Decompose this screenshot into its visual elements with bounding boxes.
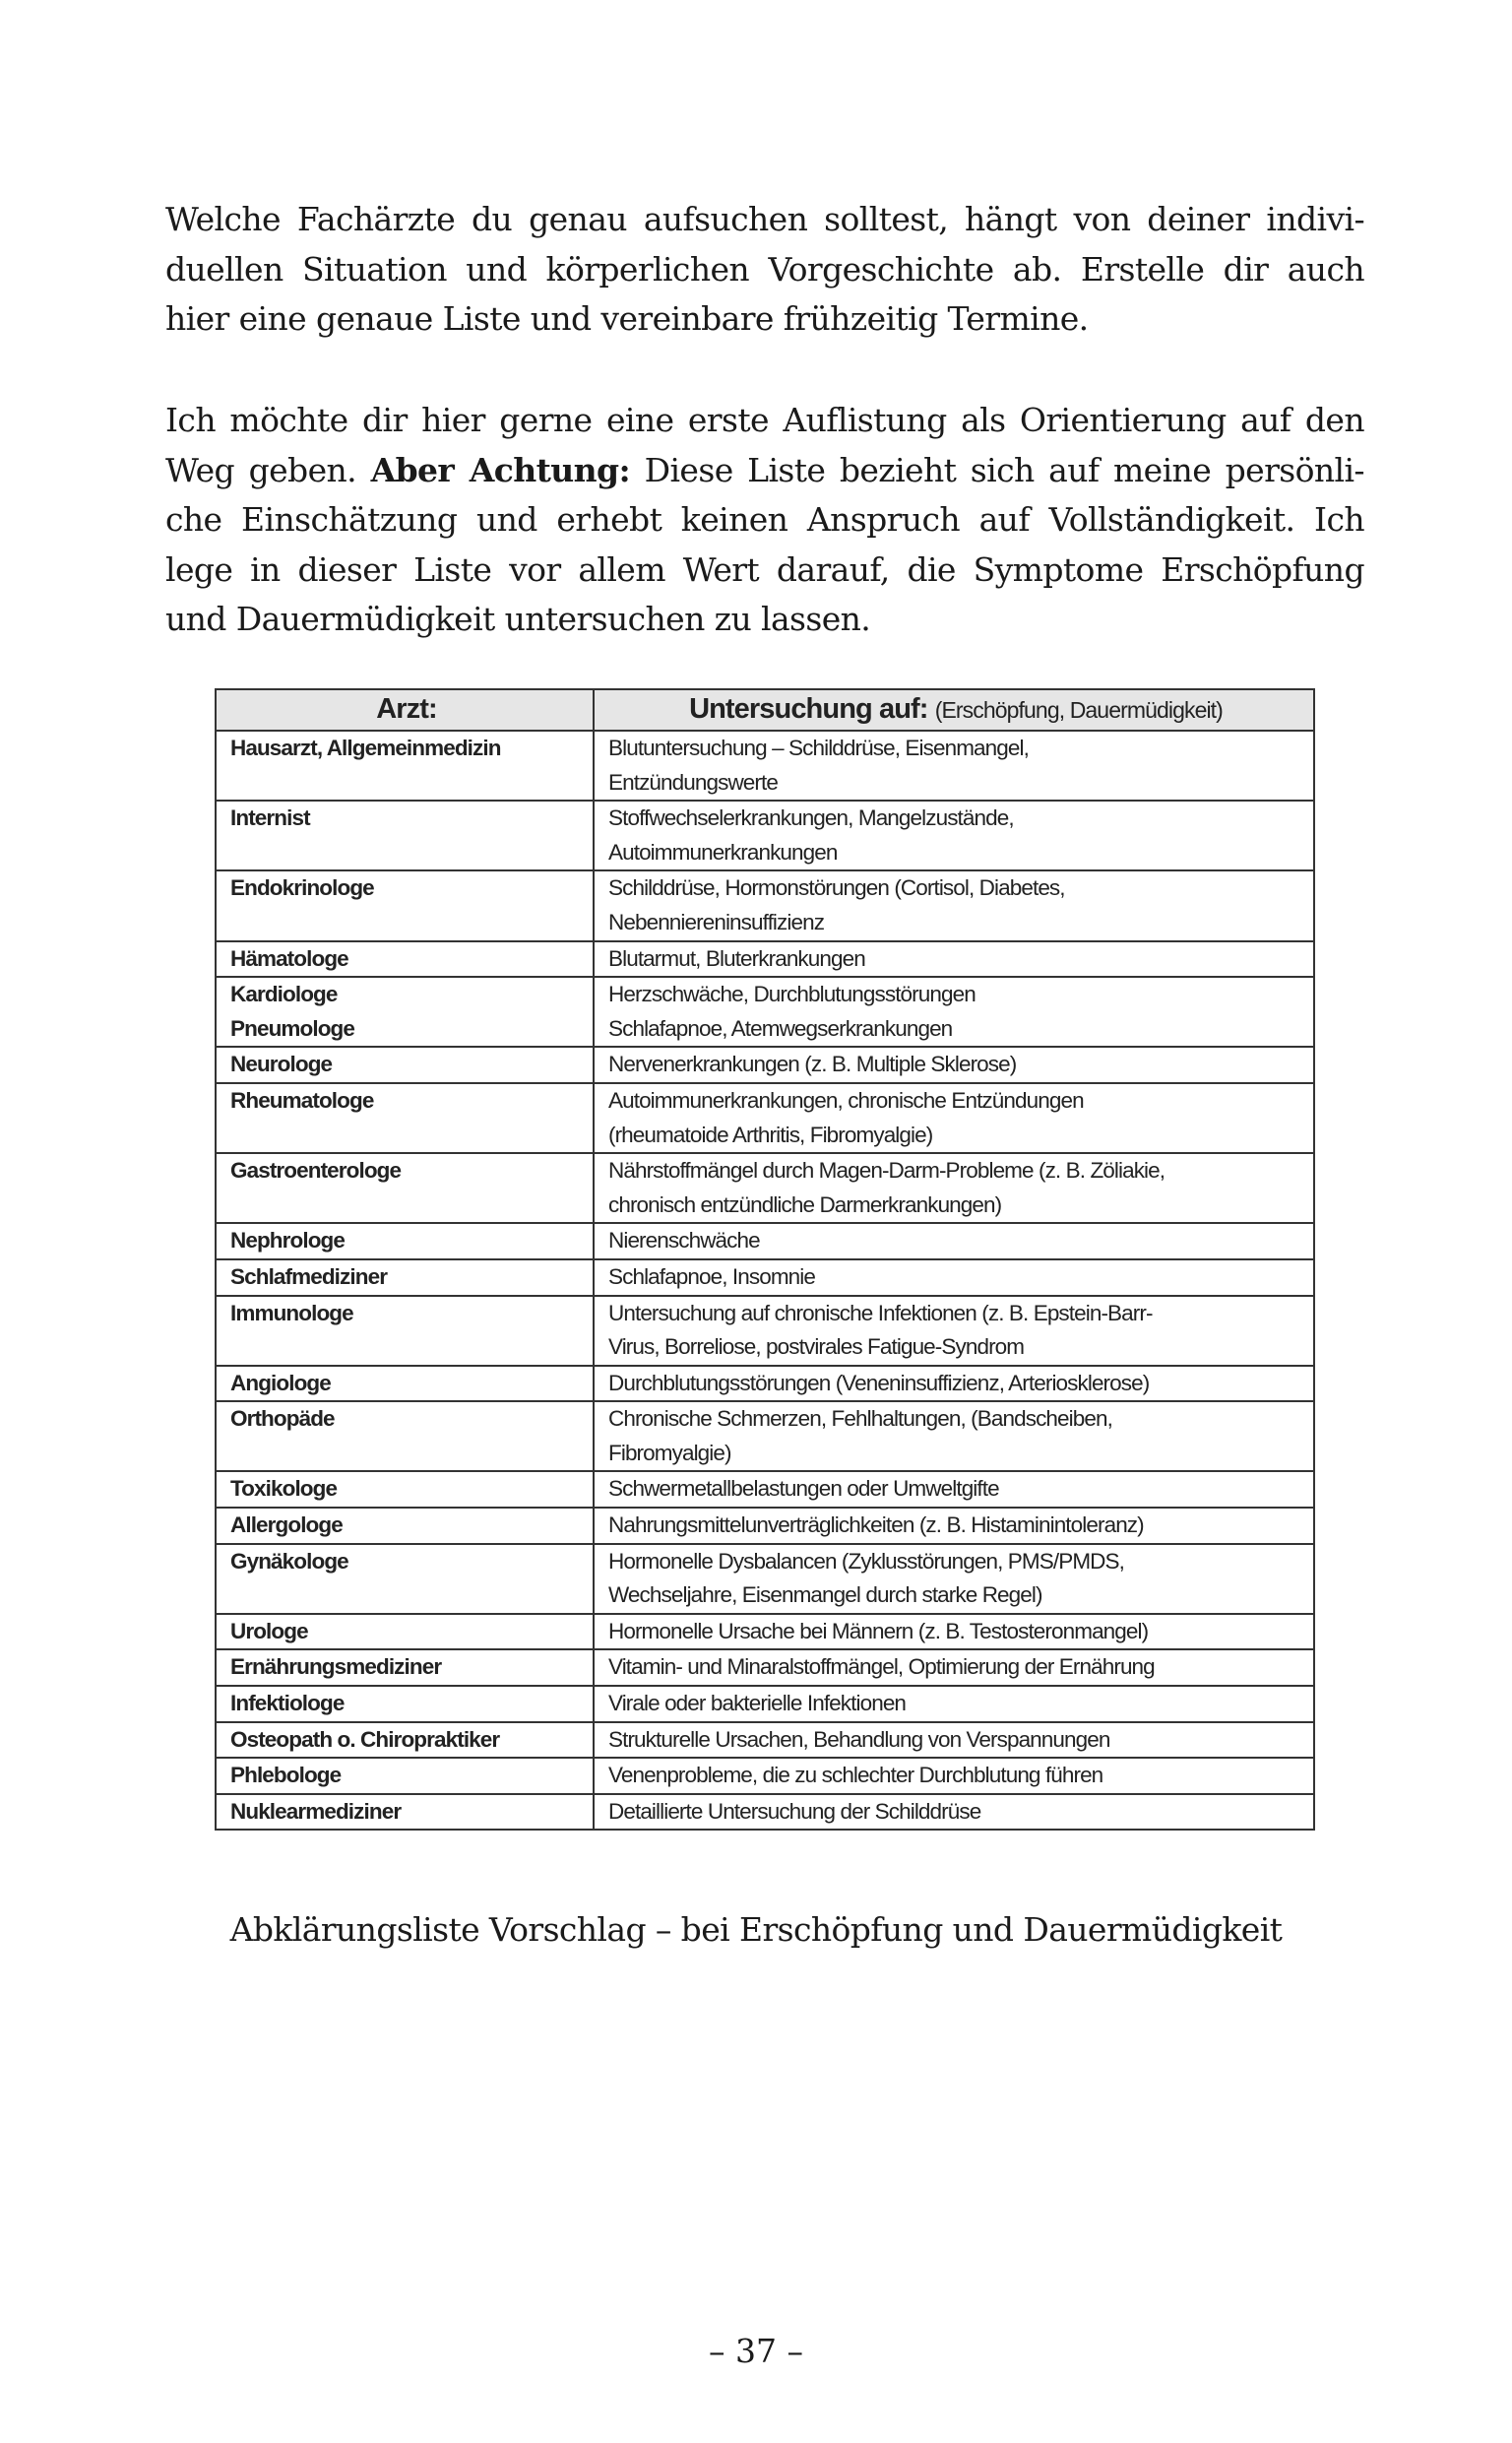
text-line: hier eine genaue Liste und vereinbare frühzeitig Termine.: [165, 299, 1089, 338]
cell-line: Autoimmunerkrankungen: [608, 839, 838, 865]
cell-line: Nuklearmediziner: [230, 1798, 402, 1824]
doctor-cell: [216, 941, 594, 978]
doctor-cell: [216, 977, 594, 1047]
cell-line: chronisch entzündliche Darmerkrankungen): [608, 1191, 1002, 1217]
doctor-cell: [216, 1401, 594, 1471]
cell-line: Detaillierte Untersuchung der Schilddrüse: [608, 1798, 981, 1824]
cell-line: Immunologe: [230, 1300, 353, 1325]
cell-line: Blutuntersuchung – Schilddrüse, Eisenmangel,: [608, 736, 1029, 760]
doctor-cell: [216, 1544, 594, 1614]
doctor-cell: [216, 1366, 594, 1402]
cell-line: Phlebologe: [230, 1763, 342, 1788]
table-row: [216, 1722, 1314, 1759]
cell-line: Rheumatologe: [230, 1087, 374, 1113]
text-line: Welche Fachärzte du genau aufsuchen solltest, hängt von deiner indivi-: [165, 200, 1364, 238]
cell-line: Hormonelle Ursache bei Männern (z. B. Testosteronmangel): [608, 1618, 1149, 1643]
table-row: [216, 1366, 1314, 1402]
text-line: und Dauermüdigkeit untersuchen zu lassen.: [165, 600, 871, 638]
cell-line: Virale oder bakterielle Infektionen: [608, 1691, 907, 1716]
cell-line: Stoffwechselerkrankungen, Mangelzustände,: [608, 805, 1014, 831]
doctor-cell: [216, 1047, 594, 1083]
doctor-cell: [216, 1471, 594, 1508]
cell-line: Allergologe: [230, 1512, 343, 1538]
cell-line: Gynäkologe: [230, 1548, 348, 1574]
doctor-cell: [216, 1508, 594, 1544]
cell-line: Toxikologe: [230, 1476, 338, 1502]
text-line: [165, 446, 1364, 496]
page-number: – 37 –: [709, 2332, 803, 2370]
examination-cell: [594, 1366, 1314, 1402]
doctor-cell: [216, 1259, 594, 1296]
text-segment: Weg geben.: [165, 450, 371, 489]
table-row: [216, 1296, 1314, 1366]
header-exam-label: Untersuchung auf:: [689, 693, 928, 725]
text-line: lege in dieser Liste vor allem Wert darauf, die Symptome Erschöpfung: [165, 549, 1364, 589]
header-doctor: Arzt:: [216, 689, 594, 731]
table-row: [216, 1794, 1314, 1831]
table-row: [216, 1223, 1314, 1259]
examination-cell: [594, 1722, 1314, 1759]
intro-paragraph: [165, 195, 1364, 345]
doctor-cell: [216, 1649, 594, 1686]
examination-cell: [594, 1758, 1314, 1794]
cell-line: Venenprobleme, die zu schlechter Durchblutung führen: [608, 1763, 1103, 1788]
text-segment: Diese Liste bezieht sich auf meine persönli-: [630, 450, 1364, 489]
cell-line: Neurologe: [230, 1052, 333, 1077]
examination-cell: [594, 1259, 1314, 1296]
examination-cell: [594, 1686, 1314, 1722]
cell-line: Angiologe: [230, 1370, 331, 1395]
cell-line: Wechseljahre, Eisenmangel durch starke Regel): [608, 1582, 1042, 1608]
cell-line: Orthopäde: [230, 1406, 335, 1432]
examination-cell: [594, 1223, 1314, 1259]
cell-line: Vitamin- und Minaralstoffmängel, Optimierung der Ernährung: [608, 1654, 1155, 1680]
table-row: [216, 1047, 1314, 1083]
text-line: Ich möchte dir hier gerne eine erste Auflistung als Orientierung auf den: [165, 401, 1364, 439]
doctor-cell: [216, 1153, 594, 1223]
cell-line: Blutarmut, Bluterkrankungen: [608, 945, 865, 971]
doctor-cell: [216, 1083, 594, 1153]
examination-cell: [594, 1153, 1314, 1223]
table-row: [216, 1544, 1314, 1614]
text-line: duellen Situation und körperlichen Vorgeschichte ab. Erstelle dir auch: [165, 249, 1364, 289]
cell-line: Schwermetallbelastungen oder Umweltgifte: [608, 1476, 999, 1502]
examination-cell: [594, 870, 1314, 940]
cell-line: Nephrologe: [230, 1228, 346, 1254]
cell-line: Untersuchung auf chronische Infektionen (z. B. Epstein-Barr-: [608, 1300, 1153, 1325]
examination-cell: [594, 1296, 1314, 1366]
cell-line: Durchblutungsstörungen (Veneninsuffizienz, Arteriosklerose): [608, 1370, 1150, 1395]
examination-cell: [594, 1649, 1314, 1686]
examination-cell: [594, 1083, 1314, 1153]
doctor-cell: [216, 1794, 594, 1831]
table-row: [216, 731, 1314, 801]
doctor-cell: [216, 1223, 594, 1259]
table-row: [216, 1508, 1314, 1544]
cell-line: Nierenschwäche: [608, 1228, 760, 1254]
doctor-cell: [216, 1686, 594, 1722]
doctor-cell: [216, 870, 594, 940]
examination-cell: [594, 1471, 1314, 1508]
table-row: [216, 1259, 1314, 1296]
table-row: [216, 1614, 1314, 1650]
table-row: [216, 801, 1314, 870]
doctor-cell: [216, 731, 594, 801]
doctor-cell: [216, 1614, 594, 1650]
cell-line: Hormonelle Dysbalancen (Zyklusstörungen, PMS/PMDS,: [608, 1548, 1124, 1574]
cell-line: Hausarzt, Allgemeinmedizin: [230, 736, 501, 760]
cell-line: Kardiologe: [230, 982, 338, 1007]
table-row: [216, 1471, 1314, 1508]
cell-line: Fibromyalgie): [608, 1440, 731, 1465]
examination-cell: [594, 1614, 1314, 1650]
examination-cell: [594, 941, 1314, 978]
cell-line: Urologe: [230, 1618, 308, 1643]
cell-line: Entzündungswerte: [608, 769, 778, 795]
examination-cell: [594, 1794, 1314, 1831]
cell-line: Osteopath o. Chiropraktiker: [230, 1726, 500, 1752]
examination-cell: [594, 801, 1314, 870]
table-row: [216, 977, 1314, 1047]
table-body: [216, 731, 1314, 1830]
cell-line: Schlafapnoe, Atemwegserkrankungen: [608, 1015, 953, 1041]
table-row: [216, 1083, 1314, 1153]
table-row: [216, 941, 1314, 978]
doctor-examination-table: [215, 688, 1315, 1831]
disclaimer-paragraph: [165, 396, 1364, 645]
cell-line: Chronische Schmerzen, Fehlhaltungen, (Bandscheiben,: [608, 1406, 1112, 1432]
header-examination: [594, 689, 1314, 731]
cell-line: Schlafapnoe, Insomnie: [608, 1263, 816, 1289]
table-caption: Abklärungsliste Vorschlag – bei Erschöpfung und Dauermüdigkeit: [229, 1910, 1283, 1949]
table-row: [216, 1758, 1314, 1794]
cell-line: Endokrinologe: [230, 875, 374, 901]
cell-line: Virus, Borreliose, postvirales Fatigue-Syndrom: [608, 1334, 1025, 1360]
examination-cell: [594, 1047, 1314, 1083]
table-header-row: [216, 689, 1314, 731]
doctor-cell: [216, 1296, 594, 1366]
examination-cell: [594, 1401, 1314, 1471]
cell-line: Internist: [230, 805, 310, 831]
cell-line: Herzschwäche, Durchblutungsstörungen: [608, 982, 976, 1007]
cell-line: Ernährungsmediziner: [230, 1654, 442, 1680]
cell-line: Hämatologe: [230, 945, 348, 971]
cell-line: Gastroenterologe: [230, 1158, 402, 1184]
cell-line: Nahrungsmittelunverträglichkeiten (z. B. Histaminintoleranz): [608, 1512, 1144, 1538]
table-row: [216, 870, 1314, 940]
warning-emphasis: Aber Achtung:: [370, 450, 631, 489]
table-row: [216, 1649, 1314, 1686]
doctor-cell: [216, 1758, 594, 1794]
examination-cell: [594, 977, 1314, 1047]
cell-line: Nervenerkrankungen (z. B. Multiple Sklerose): [608, 1052, 1017, 1077]
cell-line: Nebenniereninsuffizienz: [608, 909, 825, 934]
cell-line: Schlafmediziner: [230, 1263, 388, 1289]
doctor-cell: [216, 1722, 594, 1759]
table-row: [216, 1686, 1314, 1722]
examination-cell: [594, 1544, 1314, 1614]
doctor-cell: [216, 801, 594, 870]
cell-line: Strukturelle Ursachen, Behandlung von Verspannungen: [608, 1726, 1110, 1752]
cell-line: Pneumologe: [230, 1015, 355, 1041]
cell-line: Infektiologe: [230, 1691, 345, 1716]
examination-cell: [594, 1508, 1314, 1544]
table-row: [216, 1401, 1314, 1471]
text-line: che Einschätzung und erhebt keinen Anspruch auf Vollständigkeit. Ich: [165, 500, 1364, 539]
cell-line: Autoimmunerkrankungen, chronische Entzündungen: [608, 1087, 1084, 1113]
cell-line: Nährstoffmängel durch Magen-Darm-Probleme (z. B. Zöliakie,: [608, 1158, 1166, 1184]
header-exam-sub: (Erschöpfung, Dauermüdigkeit): [934, 697, 1223, 723]
cell-line: Schilddrüse, Hormonstörungen (Cortisol, Diabetes,: [608, 875, 1065, 901]
cell-line: (rheumatoide Arthritis, Fibromyalgie): [608, 1122, 933, 1147]
examination-cell: [594, 731, 1314, 801]
table-row: [216, 1153, 1314, 1223]
